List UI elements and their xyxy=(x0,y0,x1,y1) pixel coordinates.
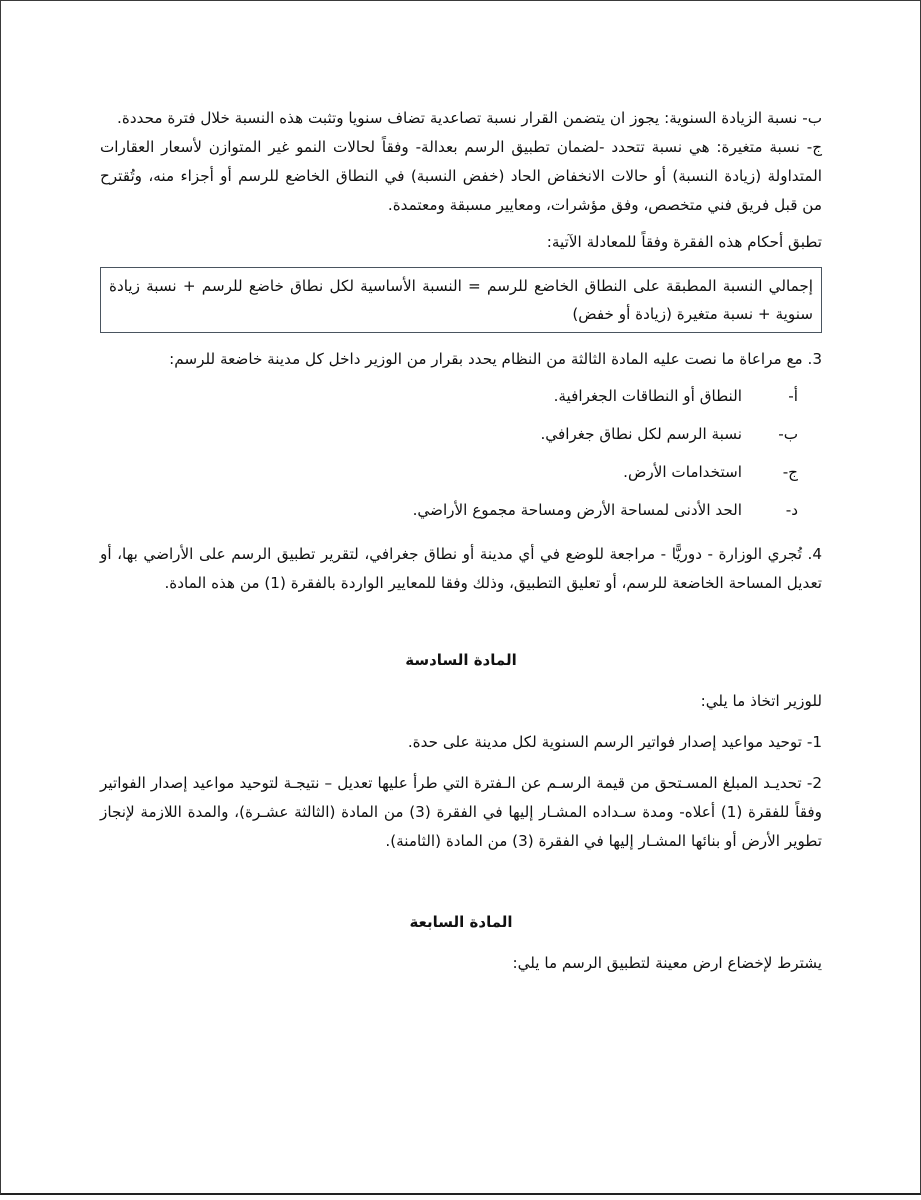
paragraph-3-list xyxy=(100,382,822,534)
list-item xyxy=(100,382,822,420)
paragraph-3-intro: 3. مع مراعاة ما نصت عليه المادة الثالثة من النظام يحدد بقرار من الوزير داخل كل مدينة خاضعة للرسم: xyxy=(169,350,822,368)
paragraph-annual-increase: ب- نسبة الزيادة السنوية: يجوز ان يتضمن القرار نسبة تصاعدية تضاف سنويا وتثبت هذه النسبة خلال فترة محددة. xyxy=(117,109,822,127)
equation-box xyxy=(100,267,822,333)
list-item-text: النطاق أو النطاقات الجغرافية. xyxy=(553,387,742,405)
list-item-text: نسبة الرسم لكل نطاق جغرافي. xyxy=(540,425,742,443)
document-page xyxy=(100,104,822,978)
list-item-letter: د- xyxy=(785,501,798,519)
list-item-letter: ج- xyxy=(782,463,798,481)
list-item-letter: أ- xyxy=(788,387,798,405)
article-7-intro: يشترط لإخضاع ارض معينة لتطبيق الرسم ما يلي: xyxy=(512,954,822,972)
article-6-item-1: 1- توحيد مواعيد إصدار فواتير الرسم السنوية لكل مدينة على حدة. xyxy=(407,733,822,751)
list-item xyxy=(100,458,822,496)
article-7-title: المادة السابعة xyxy=(409,913,513,931)
article-6-title: المادة السادسة xyxy=(405,651,517,669)
paragraph-variable-rate: ج- نسبة متغيرة: هي نسبة تتحدد -لضمان تطبيق الرسم بعدالة- وفقاً لحالات النمو غير المتوازن لأسعار العقارات المتداولة (زيادة النسبة) أو حالات الانخفاض الحاد (خفض النسبة) في النطاق الخاضع للرسم أو أجزاء منه، وتُقترح من قبل فريق فني متخصص، وفق مؤشرات، ومعايير مسبقة ومعتمدة. xyxy=(100,138,822,214)
list-item xyxy=(100,496,822,534)
list-item-text: استخدامات الأرض. xyxy=(623,463,742,481)
list-item xyxy=(100,420,822,458)
equation-text: إجمالي النسبة المطبقة على النطاق الخاضع للرسم = النسبة الأساسية لكل نطاق خاضع للرسم + نسبة زيادة سنوية + نسبة متغيرة (زيادة أو خفض) xyxy=(109,277,813,323)
article-6-intro: للوزير اتخاذ ما يلي: xyxy=(700,692,822,710)
article-6-item-2: 2- تحديـد المبلغ المسـتحق من قيمة الرسـم عن الـفترة التي طرأ عليها تعديل – نتيجـة لتوحيد مواعيد إصدار الفواتير وفقاً للفقرة (1) أعلاه- ومدة سـداده المشـار إليها في الفقرة (3) من المادة (الثالثة عشـرة)، والمدة اللازمة لإنجاز تطوير الأرض أو بنائها المشـار إليها في الفقرة (3) من المادة (الثامنة). xyxy=(100,774,823,850)
list-item-text: الحد الأدنى لمساحة الأرض ومساحة مجموع الأراضي. xyxy=(412,501,742,519)
paragraph-apply-rule: تطبق أحكام هذه الفقرة وفقاً للمعادلة الآتية: xyxy=(546,233,822,251)
list-item-letter: ب- xyxy=(778,425,798,443)
paragraph-4: 4. تُجري الوزارة - دوريًّا - مراجعة للوضع في أي مدينة أو نطاق جغرافي، لتقرير تطبيق الرسم على الأراضي بها، أو تعديل المساحة الخاضعة للرسم، أو تعليق التطبيق، وذلك وفقا للمعايير الواردة بالفقرة (1) من هذه المادة. xyxy=(100,545,822,592)
